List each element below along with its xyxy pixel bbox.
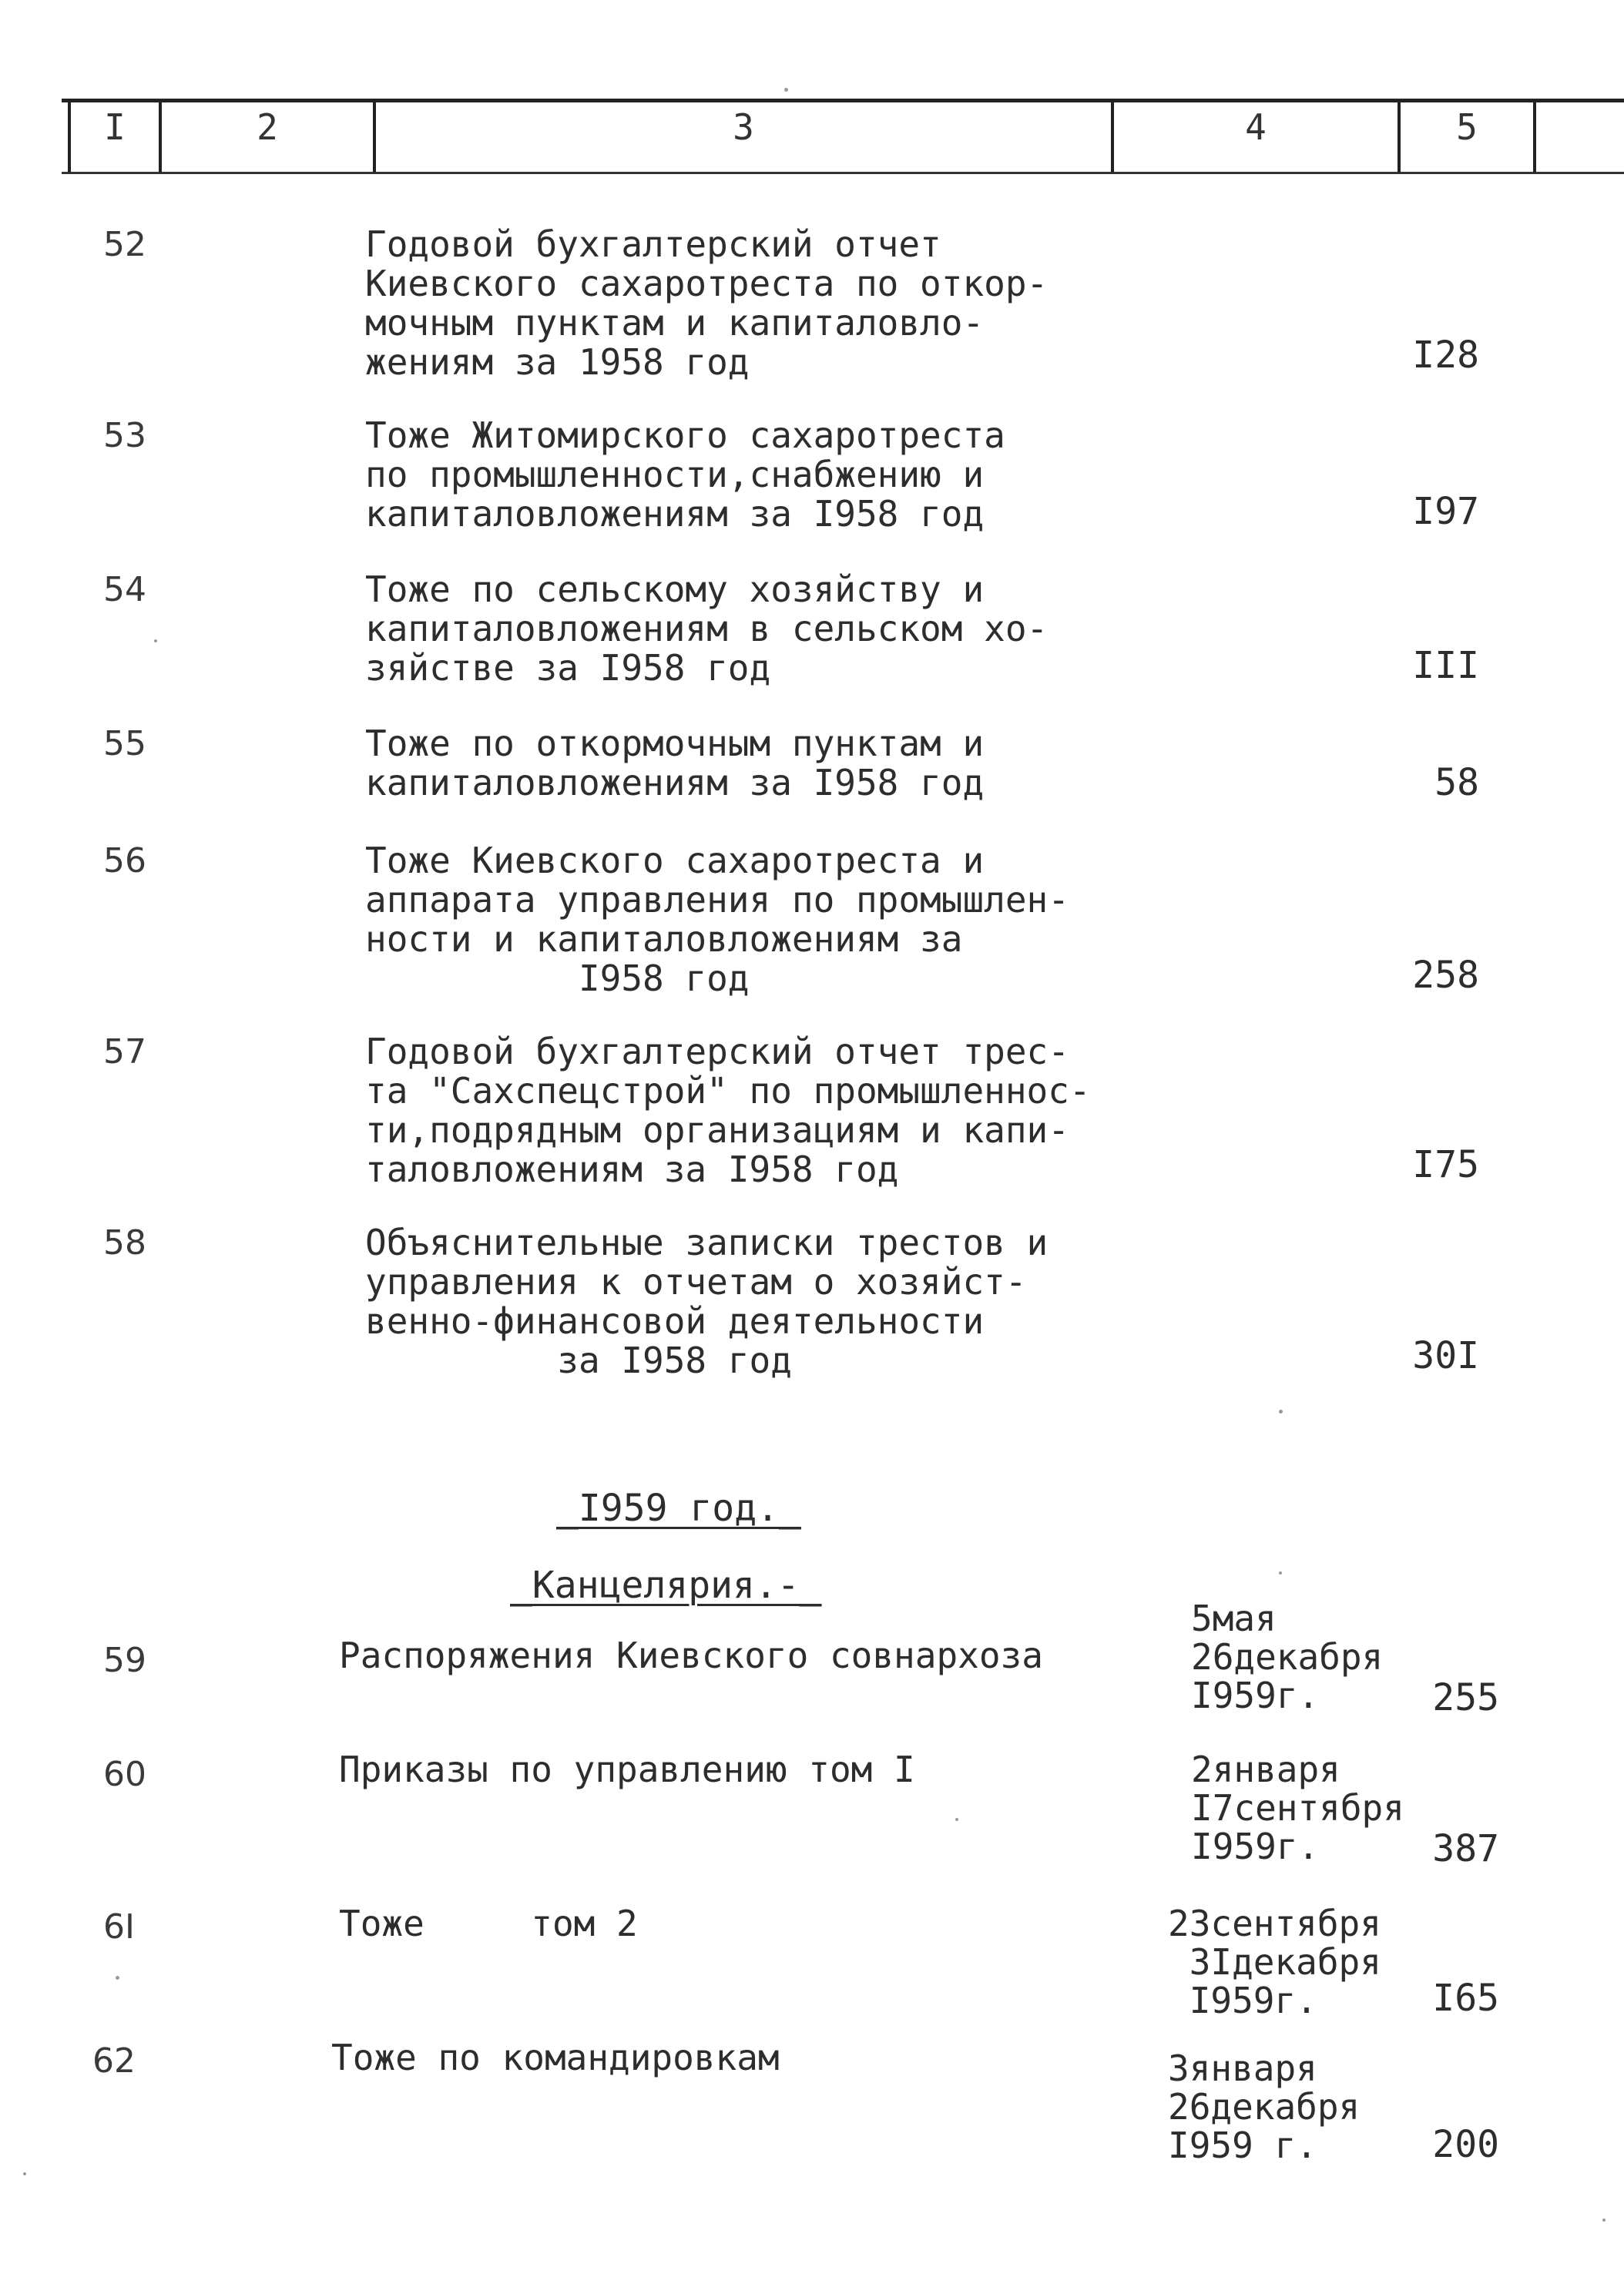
scan-speck [1279, 1571, 1282, 1575]
entry-sheets: 58 [1434, 761, 1479, 804]
header-top-rule [62, 99, 1624, 102]
header-divider [1533, 100, 1536, 173]
entry-sheets: I65 [1432, 1977, 1499, 2020]
entry-dates: 5мая 26декабря I959г. [1191, 1598, 1384, 1716]
scan-speck [1602, 2219, 1606, 2222]
entry-number: 62 [92, 2041, 136, 2081]
entry-sheets: III [1412, 644, 1479, 687]
header-col-4: 4 [1245, 106, 1267, 148]
scan-speck [955, 1818, 958, 1821]
scan-speck [116, 1976, 119, 1980]
scan-speck [1279, 1410, 1283, 1414]
entry-dates: 23сентября 3Iдекабря I959г. [1168, 1903, 1381, 2021]
scan-speck [784, 88, 788, 92]
entry-number: 53 [103, 416, 146, 455]
year-heading: _I959 год._ [556, 1487, 801, 1530]
entry-number: 58 [103, 1223, 146, 1263]
entry-number: 52 [103, 225, 146, 264]
entry-title: Приказы по управлению том I [339, 1749, 915, 1790]
header-bottom-rule [62, 172, 1624, 174]
scan-speck [154, 639, 157, 642]
entry-title: Тоже по командировкам [331, 2037, 780, 2078]
entry-sheets: I28 [1412, 334, 1479, 377]
entry-number: 60 [103, 1755, 146, 1794]
entry-title: Годовой бухгалтерский отчет Киевского сахаротреста по откор- мочным пунктам и капиталовло- жениям за 1958 год [365, 223, 1049, 383]
entry-sheets: I97 [1412, 490, 1479, 533]
entry-number: 55 [103, 724, 146, 763]
entry-title: Тоже том 2 [339, 1903, 638, 1944]
entry-title: Объяснительные записки трестов и управления к отчетам о хозяйст- венно-финансовой деятельности за I958 год [365, 1222, 1049, 1381]
entry-number: 56 [103, 841, 146, 880]
header-col-2: 2 [257, 106, 278, 148]
entry-sheets: 255 [1432, 1676, 1499, 1719]
header-col-3: 3 [733, 106, 754, 148]
entry-number: 54 [103, 570, 146, 609]
entry-number: 57 [103, 1032, 146, 1072]
entry-sheets: I75 [1412, 1143, 1479, 1186]
entry-sheets: 258 [1412, 954, 1479, 997]
entry-title: Распоряжения Киевского совнархоза [339, 1635, 1043, 1676]
entry-title: Тоже по сельскому хозяйству и капиталовложениям в сельском хо- зяйстве за I958 год [365, 568, 1049, 689]
entry-number: 59 [103, 1641, 146, 1680]
entry-title: Тоже Киевского сахаротреста и аппарата управления по промышлен- ности и капиталовложениям за I958 год [365, 840, 1069, 999]
entry-title: Тоже Житомирского сахаротреста по промышленности,снабжению и капиталовложениям за I958 год [365, 414, 1005, 535]
entry-sheets: 200 [1432, 2123, 1499, 2166]
entry-dates: 2января I7сентября I959г. [1191, 1749, 1404, 1867]
office-heading: _Канцелярия.-_ [510, 1564, 822, 1607]
scan-speck [23, 2172, 26, 2175]
entry-sheets: 387 [1432, 1827, 1499, 1870]
entry-title: Годовой бухгалтерский отчет трес- та "Сахспецстрой" по промышленнос- ти,подрядным организациям и капи- таловложениям за I958 год [365, 1031, 1091, 1190]
entry-sheets: 30I [1412, 1334, 1479, 1377]
entry-dates: 3января 26декабря I959 г. [1168, 2048, 1361, 2166]
entry-title: Тоже по откормочным пунктам и капиталовложениям за I958 год [365, 723, 985, 803]
entry-number: 6I [103, 1907, 135, 1947]
header-col-5: 5 [1456, 106, 1478, 148]
header-col-1: I [104, 106, 126, 148]
